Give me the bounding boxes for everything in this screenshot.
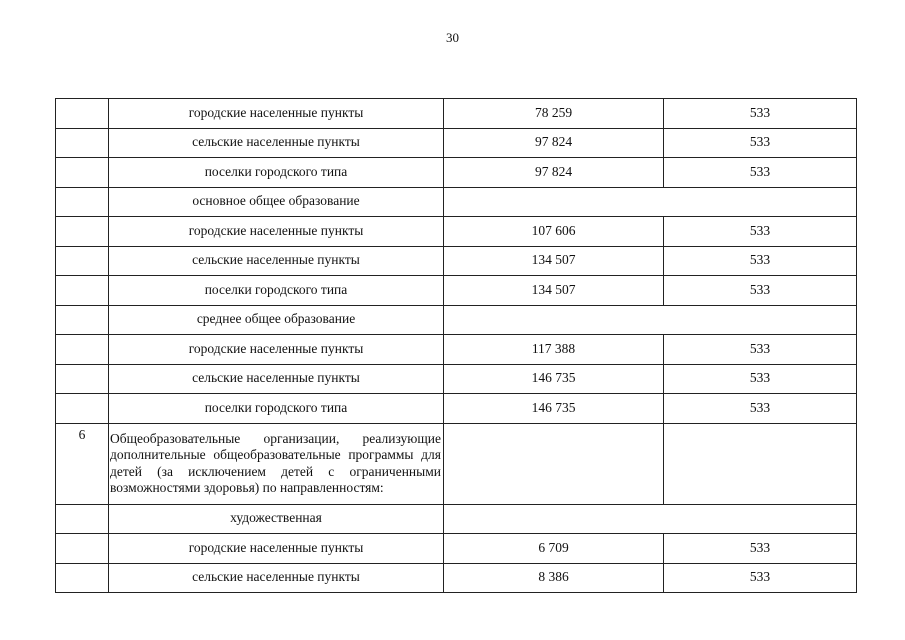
row-number-cell (56, 305, 109, 335)
empty-merged-cell (444, 187, 857, 217)
value-b-cell: 533 (664, 394, 857, 424)
section-header-cell: среднее общее образование (109, 305, 444, 335)
value-b-cell: 533 (664, 246, 857, 276)
table-row (56, 217, 857, 247)
row-number-cell (56, 187, 109, 217)
row-number-cell (56, 335, 109, 365)
value-b-cell: 533 (664, 276, 857, 306)
value-a-cell: 146 735 (444, 364, 664, 394)
indicator-name-cell: сельские населенные пункты (109, 128, 444, 158)
value-a-cell: 78 259 (444, 99, 664, 129)
table-row (56, 423, 857, 504)
value-b-cell: 533 (664, 335, 857, 365)
indicator-name-cell: поселки городского типа (109, 158, 444, 188)
value-a-cell: 97 824 (444, 128, 664, 158)
indicator-name-cell: поселки городского типа (109, 276, 444, 306)
value-b-cell: 533 (664, 158, 857, 188)
row-number-cell (56, 128, 109, 158)
value-b-cell: 533 (664, 99, 857, 129)
value-b-cell: 533 (664, 534, 857, 564)
value-b-cell: 533 (664, 563, 857, 593)
row-number-cell (56, 217, 109, 247)
table-row (56, 504, 857, 534)
table-body (56, 99, 857, 593)
indicator-name-cell: городские населенные пункты (109, 217, 444, 247)
value-a-cell: 146 735 (444, 394, 664, 424)
row-number-cell (56, 158, 109, 188)
section-header-cell: основное общее образование (109, 187, 444, 217)
table-row (56, 187, 857, 217)
table-row (56, 394, 857, 424)
value-b-cell: 533 (664, 128, 857, 158)
row-number-cell (56, 246, 109, 276)
indicator-name-cell: Общеобразовательные организации, реализующие дополнительные общеобразовательные программы для детей (за исключением детей с ограниченными возможностями здоровья) по направленностям: (109, 423, 444, 504)
row-number-cell (56, 534, 109, 564)
row-number-cell (56, 276, 109, 306)
table-row (56, 563, 857, 593)
value-b-cell: 533 (664, 217, 857, 247)
value-a-cell: 6 709 (444, 534, 664, 564)
value-a-cell: 97 824 (444, 158, 664, 188)
empty-merged-cell (444, 504, 857, 534)
table-row (56, 335, 857, 365)
table-row (56, 158, 857, 188)
value-a-cell: 117 388 (444, 335, 664, 365)
indicator-name-cell: сельские населенные пункты (109, 364, 444, 394)
value-a-cell: 107 606 (444, 217, 664, 247)
value-a-cell: 8 386 (444, 563, 664, 593)
page-number: 30 (446, 30, 459, 45)
indicator-name-cell: городские населенные пункты (109, 99, 444, 129)
value-b-cell: 533 (664, 364, 857, 394)
table-row (56, 276, 857, 306)
indicator-name-cell: сельские населенные пункты (109, 563, 444, 593)
table-row (56, 246, 857, 276)
row-number-cell (56, 364, 109, 394)
table-row (56, 534, 857, 564)
table-row (56, 99, 857, 129)
indicator-name-cell: сельские населенные пункты (109, 246, 444, 276)
value-a-cell: 134 507 (444, 246, 664, 276)
value-b-cell (664, 423, 857, 504)
row-number-cell: 6 (56, 423, 109, 504)
value-a-cell (444, 423, 664, 504)
row-number-cell (56, 563, 109, 593)
indicator-name-cell: поселки городского типа (109, 394, 444, 424)
table-row (56, 364, 857, 394)
row-number-cell (56, 394, 109, 424)
indicator-name-cell: городские населенные пункты (109, 335, 444, 365)
table-row (56, 128, 857, 158)
tariff-table (55, 98, 857, 593)
section-header-cell: художественная (109, 504, 444, 534)
table-row (56, 305, 857, 335)
indicator-name-cell: городские населенные пункты (109, 534, 444, 564)
row-number-cell (56, 504, 109, 534)
row-number-cell (56, 99, 109, 129)
empty-merged-cell (444, 305, 857, 335)
value-a-cell: 134 507 (444, 276, 664, 306)
